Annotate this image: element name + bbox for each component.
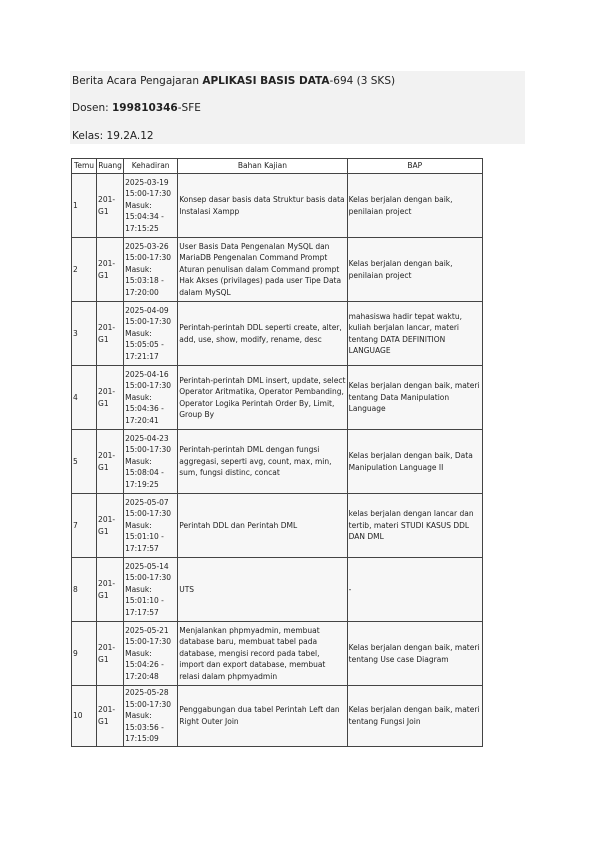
attendance-range: 15:04:26 - 17:20:48 [125, 660, 164, 681]
table-row [72, 622, 483, 686]
table-row [72, 366, 483, 430]
cell-temu: 10 [72, 686, 97, 747]
attendance-range: 15:03:56 - 17:15:09 [125, 722, 164, 743]
cell-ruang: 201-G1 [97, 238, 124, 302]
cell-temu: 7 [72, 494, 97, 558]
cell-ruang: 201-G1 [97, 366, 124, 430]
table-row [72, 558, 483, 622]
attendance-schedule: 15:00-17:30 [125, 699, 172, 709]
attendance-label: Masuk: [125, 520, 152, 530]
attendance-range: 15:04:36 - 17:20:41 [125, 404, 164, 425]
attendance-label: Masuk: [125, 328, 152, 338]
attendance-schedule: 15:00-17:30 [125, 637, 172, 647]
cell-ruang: 201-G1 [97, 494, 124, 558]
cell-bahan-kajian: Perintah-perintah DDL seperti create, alter, add, use, show, modify, rename, desc [178, 302, 347, 366]
attendance-schedule: 15:00-17:30 [125, 381, 172, 391]
attendance-range: 15:01:10 - 17:17:57 [125, 596, 164, 617]
cell-bahan-kajian: Perintah DDL dan Perintah DML [178, 494, 347, 558]
cell-kehadiran [124, 494, 178, 558]
attendance-label: Masuk: [125, 711, 152, 720]
attendance-date: 2025-04-09 [125, 305, 169, 315]
cell-bahan-kajian: Konsep dasar basis data Struktur basis data Instalasi Xampp [178, 174, 347, 238]
cell-bahan-kajian: Penggabungan dua tabel Perintah Left dan Right Outer Join [178, 686, 347, 747]
column-header-temu: Temu [72, 159, 97, 174]
table-row [72, 302, 483, 366]
cell-bap: Kelas berjalan dengan baik, penilaian project [347, 174, 482, 238]
cell-temu: 5 [72, 430, 97, 494]
cell-bahan-kajian: Perintah-perintah DML dengan fungsi aggregasi, seperti avg, count, max, min, sum, fungsi distinc, concat [178, 430, 347, 494]
attendance-schedule: 15:00-17:30 [125, 509, 172, 519]
attendance-range: 15:03:18 - 17:20:00 [125, 276, 164, 297]
course-name: APLIKASI BASIS DATA [202, 75, 330, 87]
cell-bap: Kelas berjalan dengan baik, penilaian project [347, 238, 482, 302]
cell-ruang: 201-G1 [97, 302, 124, 366]
table-row [72, 238, 483, 302]
attendance-date: 2025-03-19 [125, 177, 169, 187]
cell-temu: 2 [72, 238, 97, 302]
cell-kehadiran [124, 302, 178, 366]
cell-kehadiran [124, 558, 178, 622]
table-row [72, 494, 483, 558]
attendance-date: 2025-05-07 [125, 497, 169, 507]
attendance-range: 15:08:04 - 17:19:25 [125, 468, 164, 489]
course-code: -694 (3 SKS) [329, 75, 396, 87]
cell-kehadiran [124, 366, 178, 430]
cell-ruang: 201-G1 [97, 430, 124, 494]
cell-bap: mahasiswa hadir tepat waktu, kuliah berjalan lancar, materi tentang DATA DEFINITION LANGUAGE [347, 302, 482, 366]
lecturer-code: -SFE [177, 102, 201, 114]
attendance-date: 2025-05-28 [125, 688, 169, 697]
cell-bahan-kajian: User Basis Data Pengenalan MySQL dan MariaDB Pengenalan Command Prompt Aturan penulisan dalam Command prompt Hak Akses (privilages) pada user Tipe Data dalam MySQL [178, 238, 347, 302]
cell-bap: - [347, 558, 482, 622]
lecturer-line [72, 102, 201, 114]
teaching-log-table [71, 158, 483, 747]
table-row [72, 174, 483, 238]
cell-kehadiran [124, 622, 178, 686]
attendance-schedule: 15:00-17:30 [125, 317, 172, 327]
attendance-label: Masuk: [125, 584, 152, 594]
cell-bap: kelas berjalan dengan lancar dan tertib, materi STUDI KASUS DDL DAN DML [347, 494, 482, 558]
attendance-date: 2025-05-21 [125, 625, 169, 635]
table-header-row [72, 159, 483, 174]
column-header-bap: BAP [347, 159, 482, 174]
cell-temu: 9 [72, 622, 97, 686]
attendance-label: Masuk: [125, 648, 152, 658]
cell-temu: 1 [72, 174, 97, 238]
attendance-schedule: 15:00-17:30 [125, 445, 172, 455]
table-row [72, 686, 483, 747]
attendance-range: 15:05:05 - 17:21:17 [125, 340, 164, 361]
cell-kehadiran [124, 174, 178, 238]
class-line: Kelas: 19.2A.12 [72, 130, 154, 142]
attendance-date: 2025-04-16 [125, 369, 169, 379]
cell-ruang: 201-G1 [97, 558, 124, 622]
cell-kehadiran [124, 238, 178, 302]
attendance-date: 2025-04-23 [125, 433, 169, 443]
title-prefix: Berita Acara Pengajaran [72, 75, 203, 87]
cell-bahan-kajian: Menjalankan phpmyadmin, membuat database baru, membuat tabel pada database, mengisi record pada tabel, import dan export database, membuat relasi dalam phpmyadmin [178, 622, 347, 686]
column-header-kehadiran: Kehadiran [124, 159, 178, 174]
attendance-date: 2025-05-14 [125, 561, 169, 571]
attendance-date: 2025-03-26 [125, 241, 169, 251]
cell-bap: Kelas berjalan dengan baik, materi tentang Use case Diagram [347, 622, 482, 686]
table-body [72, 174, 483, 747]
cell-bahan-kajian: UTS [178, 558, 347, 622]
attendance-range: 15:04:34 - 17:15:25 [125, 212, 164, 233]
attendance-schedule: 15:00-17:30 [125, 253, 172, 263]
attendance-label: Masuk: [125, 392, 152, 402]
table-row [72, 430, 483, 494]
cell-temu: 8 [72, 558, 97, 622]
attendance-label: Masuk: [125, 200, 152, 210]
attendance-range: 15:01:10 - 17:17:57 [125, 532, 164, 553]
cell-ruang: 201-G1 [97, 622, 124, 686]
cell-ruang: 201-G1 [97, 174, 124, 238]
cell-kehadiran [124, 686, 178, 747]
cell-temu: 3 [72, 302, 97, 366]
cell-ruang: 201-G1 [97, 686, 124, 747]
attendance-schedule: 15:00-17:30 [125, 189, 172, 199]
column-header-bahan-kajian: Bahan Kajian [178, 159, 347, 174]
cell-bap: Kelas berjalan dengan baik, materi tentang Data Manipulation Language [347, 366, 482, 430]
cell-bahan-kajian: Perintah-perintah DML insert, update, select Operator Aritmatika, Operator Pembanding, Operator Logika Perintah Order By, Limit, Group By [178, 366, 347, 430]
attendance-label: Masuk: [125, 456, 152, 466]
column-header-ruang: Ruang [97, 159, 124, 174]
lecturer-id: 199810346 [111, 102, 178, 114]
attendance-schedule: 15:00-17:30 [125, 573, 172, 583]
lecturer-label: Dosen: [72, 102, 112, 114]
page-title [72, 75, 395, 87]
cell-kehadiran [124, 430, 178, 494]
cell-bap: Kelas berjalan dengan baik, Data Manipulation Language II [347, 430, 482, 494]
cell-temu: 4 [72, 366, 97, 430]
attendance-label: Masuk: [125, 264, 152, 274]
cell-bap: Kelas berjalan dengan baik, materi tentang Fungsi Join [347, 686, 482, 747]
